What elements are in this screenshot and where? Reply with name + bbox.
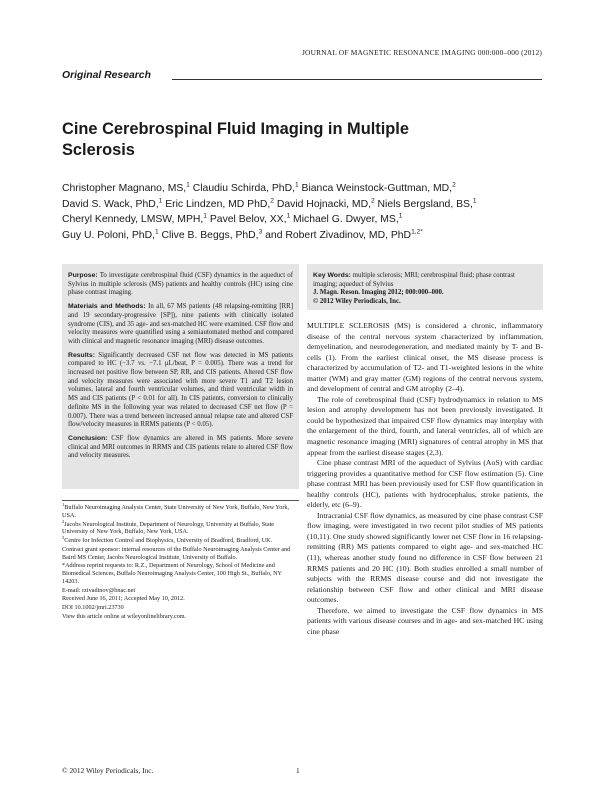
footnote: $^2$Jacobs Neurological Institute, Department of Neurology, University at Buffalo, State University of New York, Buffalo, New York, USA. [62,518,275,536]
author: and Robert Zivadinov, MD, PhD$^{1,2*}$ [265,228,423,241]
body-text [307,321,543,637]
author: Eric Lindzen, MD PhD,$^2$ [165,197,274,210]
body-paragraph: Therefore, we aimed to investigate the CSF flow dynamics in MS patients with various disease courses and in age- and sex-matched HC using cine phase [307,605,543,636]
author: Christopher Magnano, MS,$^1$ [62,181,190,194]
header-rule [172,79,542,80]
journal-citation: J. Magn. Reson. Imaging 2012; 000:000–000. [313,289,444,297]
author: Pavel Belov, XX,$^1$ [209,212,291,226]
keywords-copyright: © 2012 Wiley Periodicals, Inc. [313,297,401,305]
footnotes [62,501,299,622]
author: Guy U. Poloni, PhD,$^1$ [62,228,159,241]
abstract-methods: Materials and Methods: In all, 67 MS patients (48 relapsing-remitting [RR] and 19 secondary-progressive [SP]), nine patients with clinically isolated syndrome (CIS), and 35 age- and sex-matched HC were examined. CSF flow and velocity measures were quantified using a semiautomated method and compared with clinical and magnetic resonance imaging (MRI) disease outcomes. [68,303,294,345]
keywords-label: Key Words: [313,272,351,279]
abstract-conclusion: Conclusion: CSF flow dynamics are altered in MS patients. More severe clinical and MRI outcomes in RRMS and CIS patients relate to altered CSF flow and velocity measures. [68,434,293,460]
footnote-dates: Received June 16, 2011; Accepted May 10, 2012. [62,595,185,603]
footnote: $^1$Buffalo Neuroimaging Analysis Center, State University of New York, Buffalo, New York, USA. [62,501,290,519]
footnote: Contract grant sponsor: internal resources of the Buffalo Neuroimaging Analysis Center and Baird MS Center, Jacobs Neurological Institute, University of Buffalo. [62,545,291,561]
abstract-box [62,264,299,489]
author: Claudiu Schirda, PhD,$^1$ [192,181,299,194]
footer-copyright: © 2012 Wiley Periodicals, Inc. [62,766,154,775]
author: Niels Bergsland, BS,$^1$ [377,197,477,210]
keywords-box [307,264,543,310]
author: Cheryl Kennedy, LMSW, MPH,$^1$ [62,212,207,226]
page-number: 1 [296,766,300,775]
footnote-email: E-mail: rzivadinov@bnac.net [62,586,136,594]
keywords-text: multiple sclerosis; MRI; cerebrospinal fluid; phase contrast imaging; aqueduct of Sylvius [313,272,515,288]
footnote-doi: DOI 10.1002/jmri.23730 [62,604,124,611]
article-title: Cine Cerebrospinal Fluid Imaging in Multiple Sclerosis [62,120,409,159]
footnote-rule [62,500,299,501]
body-paragraph: Intracranial CSF flow dynamics, as measured by cine phase contrast CSF flow imaging, were investigated in two recent pilot studies of MS patients (10,11). One study showed significantly lower net CSF flow in 16 relapsing-remitting (RR) MS patients compared to eight age- and sex-matched HC (11), whereas another study found no difference in CSF flow between 21 RRMS patients and 20 HC (10). Both studies enrolled a small number of subjects with the RRMS disease course and did not investigate the relationship between CSF flow and other clinical and MRI disease outcomes. [307,510,543,605]
journal-header: JOURNAL OF MAGNETIC RESONANCE IMAGING 000:000–000 (2012) [301,48,542,57]
author: Michael G. Dwyer, MS,$^1$ [293,212,403,226]
body-paragraph: MULTIPLE SCLEROSIS (MS) is considered a chronic, inflammatory disease of the central nervous system characterized by inflammation, demyelination, and neurodegeneration, and mediated mainly by T- and B-cells (1). From the earliest clinical onset, the MS disease process is characterized by accumulation of T2- and T1-weighted lesions in the white matter (WM) and gray matter (GM) regions of the central nervous system, and development of central and GM atrophy (2–4). [307,321,543,394]
author: David Hojnacki, MD,$^2$ [276,197,375,210]
author: David S. Wack, PhD,$^1$ [62,197,163,210]
body-paragraph: The role of cerebrospinal fluid (CSF) hydrodynamics in relation to MS lesion and atrophy development has not been previously investigated. It could be hypothesized that impaired CSF flow dynamics may interplay with the enlargement of the third, fourth, and lateral ventricles, all of which are magnetic resonance imaging (MRI) signatures of central atrophy in MS that appear from the earliest disease stages (2,3). [307,394,543,457]
author: Clive B. Beggs, PhD,$^3$ [161,228,263,241]
body-paragraph: Cine phase contrast MRI of the aqueduct of Sylvius (AoS) with cardiac triggering provides a quantitative method for CSF flow estimation (5). Cine phase contrast MRI has been previously used for CSF flow quantification in healthy controls (HC), patients with hydrocephalus, stroke patients, the elderly, etc (6–9). [307,458,543,510]
author-list [62,181,544,243]
abstract-results: Results: Significantly decreased CSF net flow was detected in MS patients compared to HC (−3.7 vs. −7.1 μL/beat, P = 0.005). There was a trend for increased net positive flow between SP, RR, and CIS patients. Altered CSF flow and velocity measures were associated with more severe T1 and T2 lesion volumes, lateral and fourth ventricular volumes, and third ventricular width in MS and CIS patients (P < 0.01 for all). In CIS patients, conversion to clinically definite MS in the following year was related to decreased CSF net flow (P = 0.007). There was a trend between increased annual relapse rate and altered CSF flow/velocity measures in RRMS patients (P < 0.05). [68,351,293,429]
author: Bianca Weinstock-Guttman, MD,$^2$ [301,181,456,194]
section-label: Original Research [62,70,151,81]
footnote: *Address reprint requests to: R.Z., Department of Neurology, School of Medicine and Biomedical Sciences, Buffalo Neuroimaging Analysis Center, 100 High St., Buffalo, NY 14203. [62,562,282,585]
footnote-online: View this article online at wileyonlinelibrary.com. [62,612,187,620]
footnote: $^3$Centre for Infection Control and Biophysics, University of Bradford, Bradford, UK. [62,534,273,544]
abstract-purpose: Purpose: To investigate cerebrospinal fluid (CSF) dynamics in the aqueduct of Sylvius in multiple sclerosis (MS) patients and healthy controls (HC) using cine phase contrast imaging. [68,272,293,297]
